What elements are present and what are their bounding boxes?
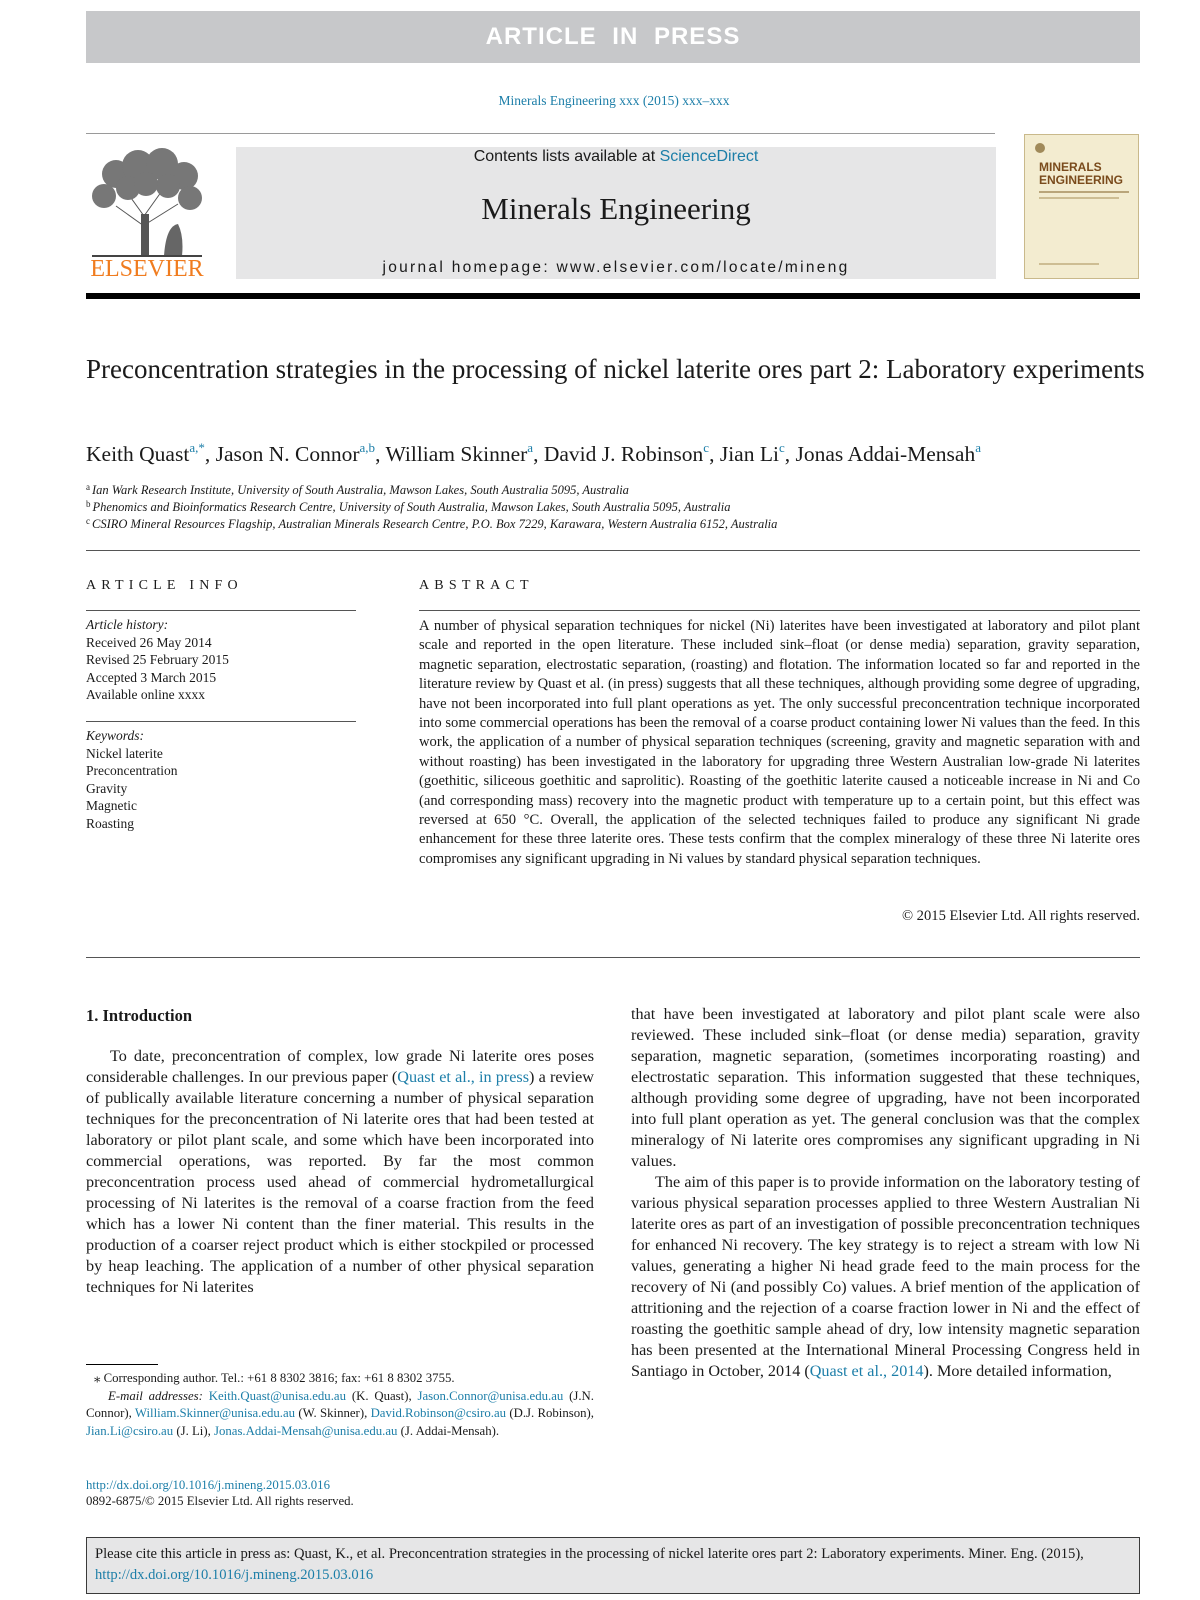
email-link[interactable]: David.Robinson@csiro.au	[370, 1406, 507, 1420]
email-link[interactable]: William.Skinner@unisa.edu.au	[134, 1406, 296, 1420]
contents-prefix: Contents lists available at	[473, 148, 660, 165]
banner-text: ARTICLE IN PRESS	[485, 23, 741, 50]
cite-text: Please cite this article in press as: Quast, K., et al. Preconcentration strategies in the processing of nickel laterite ores part 2: Laboratory experiments. Miner. Eng. (2015),	[95, 1546, 1084, 1562]
email-addresses	[86, 1388, 594, 1441]
section-rule	[86, 550, 1140, 551]
author-name[interactable]: William Skinner	[385, 442, 528, 466]
keyword: Preconcentration	[86, 763, 178, 778]
header-thick-rule	[86, 293, 1140, 299]
journal-homepage-link[interactable]: journal homepage: www.elsevier.com/locate/mineng	[382, 259, 850, 276]
email-owner: (D.J. Robinson),	[506, 1406, 595, 1420]
section-rule	[86, 957, 1140, 958]
affiliation-label: c	[86, 516, 90, 526]
doi-link[interactable]: http://dx.doi.org/10.1016/j.mineng.2015.03.016	[86, 1478, 330, 1492]
email-label: E-mail addresses:	[108, 1388, 209, 1403]
keyword: Nickel laterite	[86, 745, 163, 761]
section-heading: 1. Introduction	[86, 1006, 193, 1025]
author-name[interactable]: David J. Robinson	[543, 442, 704, 466]
text-run: ). More detailed information,	[923, 1362, 1112, 1380]
paragraph	[631, 1172, 1140, 1382]
keyword: Magnetic	[86, 798, 137, 813]
article-info-rule	[86, 721, 356, 722]
keyword: Gravity	[86, 780, 128, 796]
cover-line	[1039, 263, 1099, 265]
abstract-text: A number of physical separation techniques for nickel (Ni) laterites have been investigated at laboratory and pilot plant scale and reported in the open literature. These included sink–float (or dense media) separation, gravity separation, magnetic separation, electrostatic separation, (roasting) and flotation. The information located so far and reported in the literature review by Quast et al. (in press) suggests that all these techniques, although providing some degree of upgrading, have not been incorporated into full plant operations as yet. The only successful preconcentration technique incorporated into some commercial operations has been the removal of a coarse product containing lower Ni values than the feed. In this work, the application of a number of physical separation techniques (screening, gravity and magnetic separation with and without roasting) has been investigated in the laboratory for upgrading three Western Australian low-grade Ni laterites (goethitic, siliceous goethitic and saprolitic). Roasting of the goethitic laterite caused a noticeable increase in Ni and Co (and corresponding mass) recovery into the magnetic product with temperature up to a certain point, but this effect was reversed at 650 °C. Overall, the application of the selected techniques failed to produce any significant Ni grade enhancement for these three laterite ores. These tests confirm that the complex mineralogy of these three Ni laterite ores compromises any significant upgrading in Ni values by standard physical separation techniques.	[419, 618, 1140, 867]
article-in-press-banner	[86, 11, 1140, 63]
affiliation-c	[86, 516, 1146, 532]
cover-title: MINERALS ENGINEERING	[1039, 160, 1124, 187]
author-affiliation-mark[interactable]: c	[703, 440, 710, 455]
cover-line	[1039, 191, 1129, 193]
author-affiliation-mark[interactable]: a	[975, 440, 982, 455]
email-owner: (K. Quast),	[346, 1388, 418, 1403]
citation-link[interactable]: Quast et al., in press	[397, 1068, 530, 1086]
article-title: Preconcentration strategies in the processing of nickel laterite ores part 2: Laboratory experiments	[86, 354, 1145, 384]
abstract-copyright: © 2015 Elsevier Ltd. All rights reserved.	[901, 908, 1140, 924]
author-name[interactable]: Jonas Addai-Mensah	[795, 442, 976, 466]
affiliation-text: Ian Wark Research Institute, University of South Australia, Mawson Lakes, South Australia 5095, Australia	[92, 483, 629, 497]
header-rule	[86, 133, 995, 134]
email-link[interactable]: Jonas.Addai-Mensah@unisa.edu.au	[214, 1423, 398, 1438]
article-history	[86, 616, 356, 704]
journal-cover-thumbnail	[1024, 134, 1139, 279]
abstract-rule	[419, 610, 1140, 611]
affiliation-label: b	[86, 499, 91, 509]
keywords-label: Keywords:	[86, 728, 144, 743]
email-link[interactable]: Jason.Connor@unisa.edu.au	[417, 1388, 564, 1403]
author-affiliation-mark[interactable]: a,*	[189, 440, 205, 455]
contents-line	[236, 147, 996, 167]
article-info-rule	[86, 610, 356, 611]
email-link[interactable]: Jian.Li@csiro.au	[86, 1423, 174, 1438]
email-link[interactable]: Keith.Quast@unisa.edu.au	[208, 1388, 346, 1403]
text-run: The aim of this paper is to provide information on the laboratory testing of various physical separation processes applied to three Western Australian Ni laterite ores as part of an investigation of possible preconcentration techniques for enhanced Ni recovery. The key strategy is to reject a stream with low Ni values, generating a higher Ni head grade feed to the main process for the recovery of Ni (and possibly Co) values. A brief mention of the application of attritioning and the rejection of a coarse fraction lower in Ni and the effect of roasting the goethitic sample ahead of dry, low intensity magnetic separation has been presented at the International Mineral Processing Congress held in Santiago in October, 2014 (	[631, 1173, 1140, 1380]
history-item: Revised 25 February 2015	[86, 652, 229, 667]
history-item: Accepted 3 March 2015	[86, 669, 217, 685]
author-name[interactable]: Keith Quast	[86, 442, 190, 466]
journal-title: Minerals Engineering	[481, 191, 751, 226]
history-item: Received 26 May 2014	[86, 634, 212, 650]
body-column-left	[86, 1046, 594, 1298]
cover-logo-icon	[1033, 141, 1047, 155]
body-column-right	[631, 1004, 1140, 1382]
affiliation-label: a	[86, 482, 90, 492]
author-list: Keith Quast$^{a,*}$, Jason N. Connor$^{a,b}$, William Skinner$^a$, David J. Robinson$^c$, Jian Li$^c$, Jonas Addai-Mensah$^a$	[86, 440, 982, 466]
footnote-rule	[86, 1364, 158, 1365]
affiliation-b	[86, 499, 1146, 515]
affiliation-text: Phenomics and Bioinformatics Research Centre, University of South Australia, Mawson Lakes, South Australia 5095, Australia	[92, 500, 731, 514]
corresponding-author-note: ⁎ Corresponding author. Tel.: +61 8 8302 3816; fax: +61 8 8302 3755.	[94, 1371, 455, 1385]
author-name[interactable]: Jian Li	[719, 442, 779, 466]
text-run: ) a review of publically available literature concerning a number of physical separation techniques for the preconcentration of Ni laterite ores that had been tested at laboratory or pilot plant scale, and some which have been incorporated into commercial operations, was reported. By far the most common preconcentration process used ahead of commercial hydrometallurgical processing of Ni laterites is the removal of a coarse fraction from the feed which has a lower Ni content than the finer material. This results in the production of a coarser reject product which is either stockpiled or processed by heap leaching. The application of a number of other physical separation techniques for Ni laterites	[86, 1068, 594, 1296]
footnote	[86, 1370, 594, 1440]
author-affiliation-mark[interactable]: a,b	[359, 440, 376, 455]
history-label: Article history:	[86, 617, 169, 632]
journal-reference-link[interactable]: Minerals Engineering xxx (2015) xxx–xxx	[498, 93, 730, 108]
article-info-heading: ARTICLE INFO	[86, 578, 243, 593]
keyword: Roasting	[86, 815, 135, 831]
email-owner: (W. Skinner),	[295, 1406, 371, 1420]
elsevier-wordmark: ELSEVIER	[90, 256, 204, 282]
history-item: Available online xxxx	[86, 687, 205, 702]
author-affiliation-mark[interactable]: c	[778, 440, 785, 455]
paragraph: that have been investigated at laboratory and pilot plant scale were also reviewed. These included sink–float (or dense media) separation, gravity separation, magnetic separation, (sometimes incorporating roasting) and electrostatic separation. This information suggested that these techniques, although providing some degree of upgrading, have not been incorporated into full plant operation as yet. The general conclusion was that the complex mineralogy of Ni laterite ores compromises any significant upgrading in Ni values.	[631, 1005, 1140, 1170]
keywords	[86, 727, 356, 832]
journal-header-box	[236, 147, 996, 279]
email-owner: (J. Addai-Mensah).	[397, 1423, 500, 1438]
cover-line	[1039, 197, 1119, 199]
text-run: To date, preconcentration of complex, low grade Ni laterite ores poses considerable challenges. In our previous paper (	[86, 1047, 594, 1086]
cite-doi-link[interactable]: http://dx.doi.org/10.1016/j.mineng.2015.03.016	[95, 1567, 374, 1583]
issn-line: 0892-6875/© 2015 Elsevier Ltd. All rights reserved.	[86, 1494, 354, 1508]
email-owner: (J. Li),	[173, 1423, 214, 1438]
affiliation-text: CSIRO Mineral Resources Flagship, Australian Minerals Research Centre, P.O. Box 7229, Karawara, Western Australia 6152, Australia	[92, 517, 778, 531]
author-name[interactable]: Jason N. Connor	[215, 442, 360, 466]
email-owner: (J.N. Connor),	[86, 1388, 594, 1420]
citation-link[interactable]: Quast et al., 2014	[809, 1362, 924, 1380]
paragraph	[86, 1046, 594, 1298]
sciencedirect-link[interactable]: ScienceDirect	[659, 148, 759, 165]
cite-this-article-box	[86, 1537, 1140, 1594]
affiliation-a	[86, 482, 1146, 498]
abstract-heading: ABSTRACT	[419, 578, 534, 593]
author-affiliation-mark[interactable]: a	[527, 440, 534, 455]
